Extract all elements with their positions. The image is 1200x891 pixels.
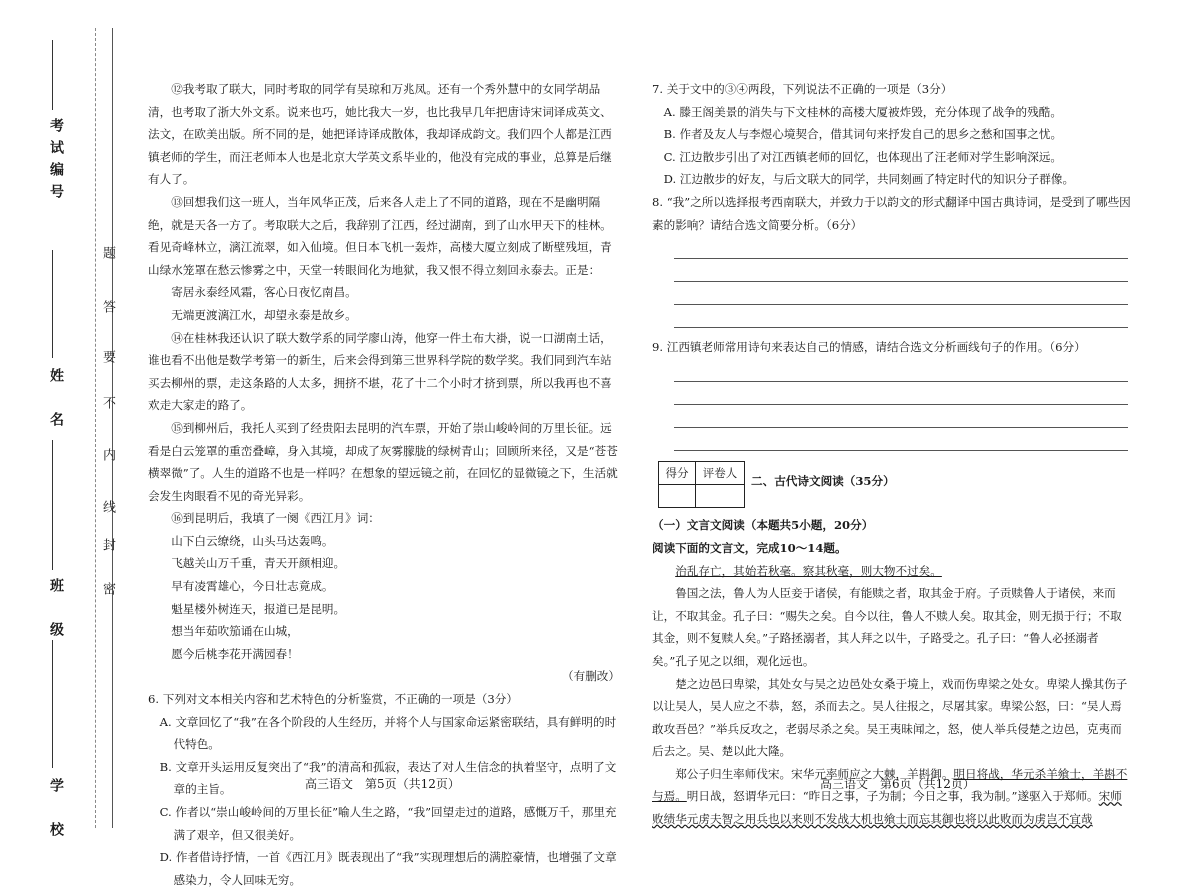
fold-line [95, 28, 96, 828]
answer-line[interactable] [674, 359, 1128, 382]
seal-char: 要 [100, 350, 115, 363]
answer-line[interactable] [674, 259, 1128, 282]
left-page [148, 78, 620, 891]
seal-char: 答 [100, 300, 115, 313]
name-field[interactable] [52, 250, 53, 358]
question-6: 6. 下列对文本相关内容和艺术特色的分析鉴赏，不正确的一项是（3分） [148, 692, 518, 707]
score-header: 得分 [659, 461, 696, 485]
seal-char: 内 [100, 448, 115, 461]
answer-line[interactable] [674, 305, 1128, 328]
classical-text-span: 明日战，怒谓华元曰：“昨日之事，子为制；今日之事，我为制。”遂驱入于郑师。 [686, 789, 1099, 804]
poem-line: 魁星楼外树连天，报道已是昆明。 [171, 601, 346, 616]
q6-option-a[interactable]: A. 文章回忆了“我”在各个阶段的人生经历，并将个人与国家命运紧密联结，具有鲜明的时代特色。 [159, 714, 617, 752]
class-label: 班 级 [48, 578, 64, 644]
poem-line: 愿今后桃李花开满园春！ [171, 646, 299, 661]
question-7: 7. 关于文中的③④两段，下列说法不正确的一项是（3分） [652, 82, 953, 96]
classical-title: 治乱存亡，其始若秋毫。察其秋毫，则大物不过矣。 [675, 563, 942, 578]
seal-char: 不 [100, 396, 115, 409]
binding-margin [0, 0, 118, 848]
q7-option-c[interactable]: C. 江边散步引出了对江西镇老师的回忆，也体现出了汪老师对学生影响深远。 [663, 149, 1063, 164]
q7-option-a[interactable]: A. 滕王阁美景的消失与下文桂林的高楼大厦被炸毁，充分体现了战争的残酷。 [663, 104, 1062, 119]
page-footer-right: 高三语文 第6页（共12页） [820, 777, 975, 791]
poem-line: 寄居永泰经风霜，客心日夜忆南昌。 [171, 285, 357, 300]
seal-char: 题 [100, 246, 115, 259]
classical-paragraph: 楚之边邑曰卑梁，其处女与吴之边邑处女桑于境上，戏而伤卑梁之处女。卑梁人操其伤子以让吴人，吴人应之不恭，怒，杀而去之。吴人往报之，尽屠其家。卑梁公怒，曰：“吴人焉敢攻吾邑？”举兵反攻之，老弱尽杀之矣。吴王夷昧闻之，怒，使人举兵侵楚之边邑，克夷而后去之。吴、楚以此大隆。 [652, 676, 1128, 759]
answer-line[interactable] [674, 428, 1128, 451]
class-field[interactable] [52, 440, 53, 570]
name-label: 姓 名 [48, 368, 64, 434]
answer-line[interactable] [674, 236, 1128, 259]
answer-line[interactable] [674, 282, 1128, 305]
reading-instruction: 阅读下面的文言文，完成10～14题。 [652, 540, 847, 555]
q9-answer-area[interactable] [652, 359, 1132, 451]
section-title: 二、古代诗文阅读（35分） [751, 473, 895, 488]
answer-line[interactable] [674, 405, 1128, 428]
seal-char: 密 [100, 582, 115, 595]
seal-char: 线 [100, 500, 115, 513]
paragraph-12: ⑫我考取了联大，同时考取的同学有吴琼和万兆凤。还有一个秀外慧中的女同学胡品清，也考取了浙大外文系。说来也巧，她比我大一岁，也比我早几年把唐诗宋词译成英文、法文，在欧美出版。所不同的是，她把译诗译成散体，我却译成韵文。我们四个人都是江西镇老师的学生，而汪老师本人也是北京大学英文系毕业的，他没有完成的事业，总算是后继有人了。 [148, 82, 612, 187]
grader-header: 评卷人 [696, 461, 745, 485]
seal-line [112, 28, 113, 828]
classical-paragraph: 鲁国之法，鲁人为人臣妾于诸侯，有能赎之者，取其金于府。子贡赎鲁人于诸侯，来而让，不取其金。孔子曰：“赐失之矣。自今以往，鲁人不赎人矣。取其金，则无损于行；不取其金，则不复赎人矣。”子路拯溺者，其人拜之以牛，子路受之。孔子曰：“鲁人必拯溺者矣。”孔子见之以细，观化远也。 [652, 586, 1122, 668]
poem-line: 想当年茹吹笳诵在山城， [171, 624, 299, 639]
poem-line: 飞越关山万千重，青天开颜相迎。 [171, 556, 346, 571]
q6-option-c[interactable]: C. 作者以“崇山峻岭间的万里长征”喻人生之路，“我”回望走过的道路，感慨万千，那里充满了艰辛，但又很美好。 [159, 805, 617, 842]
seal-char: 封 [100, 538, 115, 551]
subsection-title: （一）文言文阅读（本题共5小题，20分） [652, 518, 874, 533]
right-page [652, 78, 1132, 831]
grader-cell[interactable] [696, 485, 745, 508]
poem-line: 无端更渡漓江水，却望永泰是故乡。 [171, 307, 357, 322]
source-note: （有删改） [562, 669, 620, 684]
poem-line: 山下白云缭绕，山头马达轰鸣。 [171, 533, 334, 548]
q7-option-d[interactable]: D. 江边散步的好友，与后文联大的同学，共同刻画了特定时代的知识分子群像。 [663, 172, 1075, 187]
school-field[interactable] [52, 640, 53, 768]
question-8: 8. “我”之所以选择报考西南联大，并致力于以韵文的形式翻译中国古典诗词，是受到了哪些因素的影响？请结合选文简要分析。（6分） [652, 194, 1131, 232]
exam-number-label: 考试编号 [48, 118, 64, 206]
paragraph-14: ⑭在桂林我还认识了联大数学系的同学廖山涛，他穿一件土布大褂，说一口湖南土话，谁也看不出他是数学考第一的新生，后来会得到第三世界科学院的数学奖。我们同到汽车站买去柳州的票，走这条路的人太多，拥挤不堪，花了十二个小时才挤到票，所以我再也不喜欢走大家走的路了。 [148, 330, 612, 413]
q6-option-b[interactable]: B. 文章开头运用反复突出了“我”的清高和孤寂，表达了对人生信念的执着坚守，点明了文章的主旨。 [159, 759, 617, 797]
answer-line[interactable] [674, 382, 1128, 405]
school-label: 学 校 [48, 778, 64, 844]
question-9: 9. 江西镇老师常用诗句来表达自己的情感，请结合选文分析画线句子的作用。（6分） [652, 340, 1086, 355]
exam-number-field[interactable] [52, 40, 53, 110]
paragraph-15: ⑮到柳州后，我托人买到了经贵阳去昆明的汽车票，开始了崇山峻岭间的万里长征。远看是白云笼罩的重峦叠嶂，身入其境，却成了灰雾朦胧的绿树青山；回顾所来径，又是“苍苍横翠微”了。人生的道路不也是一样吗？在想象的望远镜之前，在回忆的显微镜之下，生活就会发生肉眼看不见的奇光异彩。 [148, 420, 618, 503]
classical-paragraph [652, 763, 1132, 831]
paragraph-13: ⑬回想我们这一班人，当年风华正茂，后来各人走上了不同的道路，现在不是幽明隔绝，就是天各一方了。考取联大之后，我辞别了江西，经过湖南，到了山水甲天下的桂林。看见奇峰林立，漓江流翠，如入仙境。但日本飞机一轰炸，高楼大厦立刻成了断壁残垣，青山绿水笼罩在愁云惨雾之中，天堂一转眼间化为地狱，我又恨不得立刻回永泰去。正是： [148, 194, 612, 277]
score-table [658, 461, 745, 509]
score-box [658, 461, 1132, 509]
paragraph-16: ⑯到昆明后，我填了一阕《西江月》词： [171, 511, 380, 526]
q7-option-b[interactable]: B. 作者及友人与李煜心境契合，借其词句来抒发自己的思乡之愁和国事之忧。 [663, 127, 1063, 142]
score-cell[interactable] [659, 485, 696, 508]
poem-line: 早有凌霄雄心，今日壮志竟成。 [171, 579, 334, 594]
page-footer-left: 高三语文 第5页（共12页） [305, 777, 460, 791]
wavy-underlined-sentence: 宋师败绩华元虏夫智之用兵也以来则不发战大机也飨士而忘其御也将以此败而为虏岂不宜哉 [652, 789, 1122, 827]
q6-option-d[interactable]: D. 作者借诗抒情，一首《西江月》既表现出了“我”实现理想后的满腔豪情，也增强了文章感染力，令人回味无穷。 [159, 850, 617, 887]
q8-answer-area[interactable] [652, 236, 1132, 328]
classical-text-span: 郑公子归生率师伐宋。宋华元率师应之大棘，羊斟御。 [675, 766, 954, 781]
underlined-sentence: 明日将战，华元杀羊飨士，羊斟不与焉。 [652, 766, 1128, 804]
